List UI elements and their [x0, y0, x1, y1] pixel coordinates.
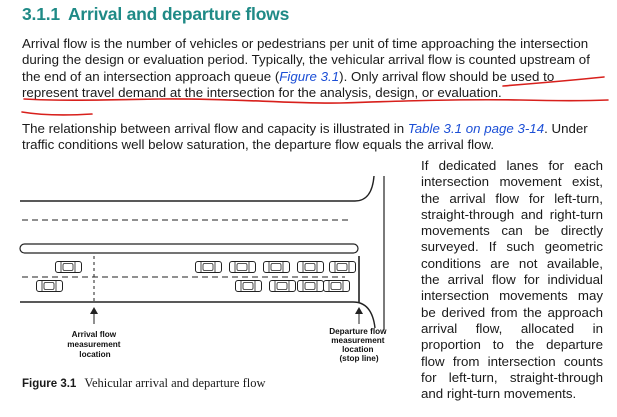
section-title: Arrival and departure flows [67, 4, 290, 24]
underline-stroke-3 [22, 112, 92, 115]
vehicle-10 [298, 281, 324, 292]
departure-label: Departure flow measurement location (stop line) [329, 327, 387, 363]
figure-diagram [0, 170, 400, 380]
section-number: 3.1.1 [22, 4, 60, 24]
vehicle-3 [230, 262, 256, 273]
table-3-1-link[interactable]: Table 3.1 on page 3-14 [407, 121, 545, 136]
vehicle-7 [37, 281, 63, 292]
vehicle-9 [270, 281, 296, 292]
vehicle-4 [264, 262, 290, 273]
vehicle-1 [56, 262, 82, 273]
arrival-arrowhead [90, 307, 98, 314]
median [20, 244, 358, 253]
figure-3-1-link[interactable]: Figure 3.1 [279, 68, 340, 84]
road-edge-top [20, 176, 374, 201]
caption-number: Figure 3.1 [22, 378, 77, 390]
paragraph-arrival-flow [22, 36, 608, 101]
vehicle-6 [330, 262, 356, 273]
vehicle-2 [196, 262, 222, 273]
arrival-label: Arrival flow measurement location [67, 330, 121, 359]
para1-text-a: Arrival flow is the number of vehicles or pedestrians per unit of time approaching the intersection during the design or evaluation period. Typically, the vehicular arrival flow is counted upstream of the end of an intersection approach queue ( [22, 36, 590, 84]
road-edge-bottom [20, 302, 375, 328]
para2-text-a: The relationship between arrival flow and capacity is illustrated in [22, 121, 408, 136]
departure-arrowhead [355, 307, 363, 314]
paragraph-capacity [22, 121, 608, 154]
vehicle-5 [298, 262, 324, 273]
vehicle-8 [236, 281, 262, 292]
para2-text-b: . Under traffic conditions well below saturation, the departure flow equals the arrival flow. [22, 121, 588, 153]
side-paragraph: If dedicated lanes for each intersection movement exist, the arrival flow for left-turn, straight-through and right-turn movements can be directly surveyed. If such geometric conditions are not available, the arrival flow for individual intersection movements may be derived from the approach arrival flow, allocated in proportion to the departure flow from intersection counts for left-turn, straight-through and right-turn movements. [421, 158, 603, 402]
section-heading [22, 4, 289, 25]
figure-caption [22, 376, 266, 391]
vehicle-11 [324, 281, 350, 292]
caption-text: Vehicular arrival and departure flow [84, 376, 266, 390]
para1-text-b: ). Only arrival flow should be used to represent travel demand at the intersection for the analysis, design, or evaluation. [22, 68, 555, 100]
